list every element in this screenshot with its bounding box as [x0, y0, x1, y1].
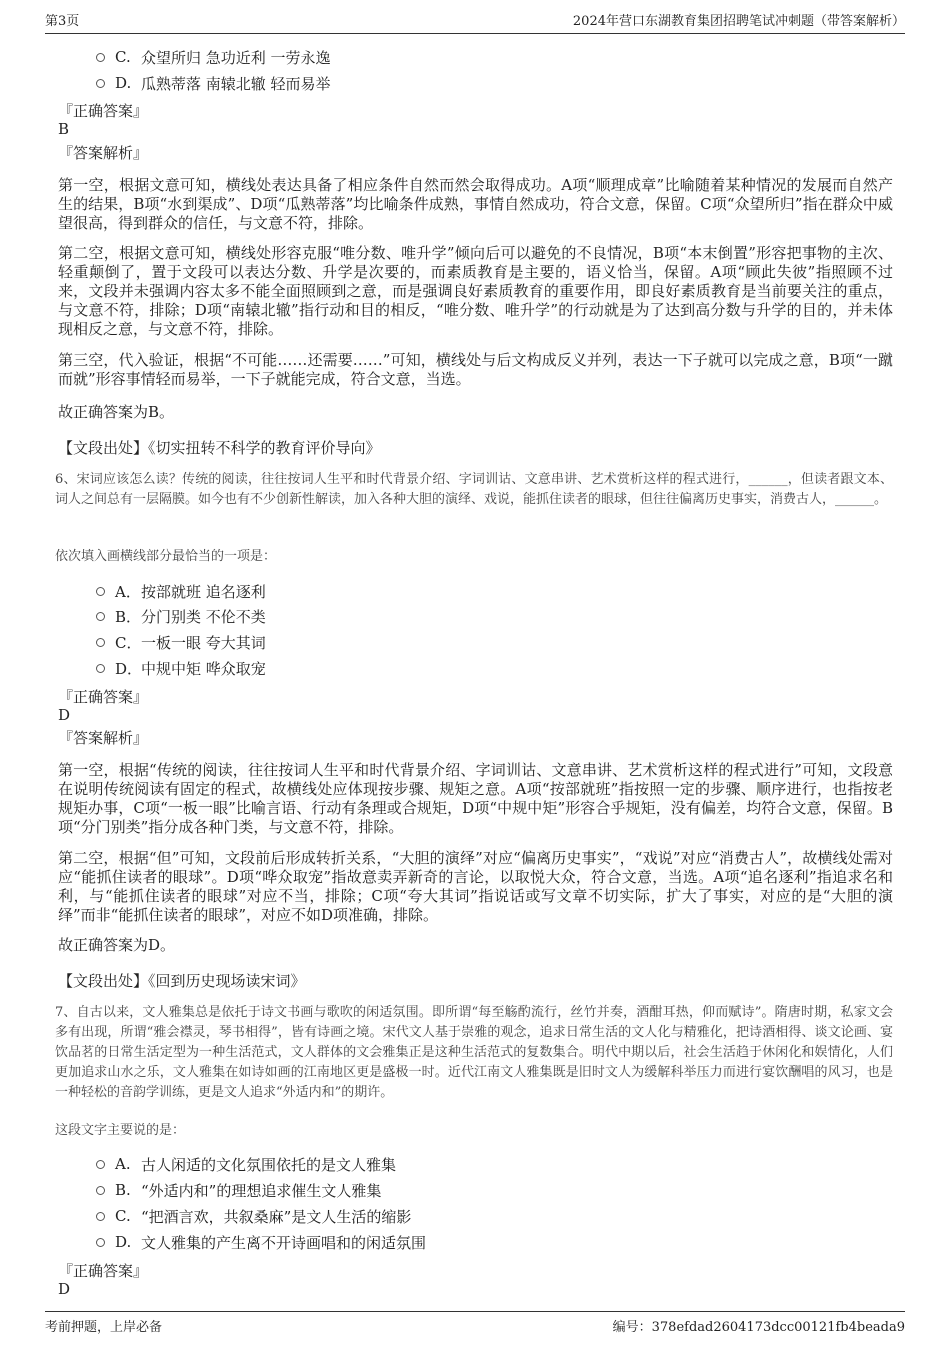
question-prompt: 依次填入画横线部分最恰当的一项是：	[55, 549, 277, 564]
analysis-paragraph: 第一空，根据“传统的阅读，往往按词人生平和时代背景介绍、字词训诂、文意串讲、艺术赏析这样的程式进行”可知，文段意在说明传统阅读有固定的程式，故横线处应体现按步骤、规矩之意。A项“按部就班”指按照一定的步骤、顺序进行，也指按老规矩办事，C项“一板一眼”比喻言语、行动有条理或合规矩，D项“中规中矩”形容合乎规矩，没有偏差，均符合文意，保留。B项“分门别类”指分成各种门类，与文意不符，排除。	[58, 761, 893, 836]
passage-source: 【文段出处】《回到历史现场读宋词》	[58, 972, 306, 990]
analysis-label: 『答案解析』	[58, 729, 149, 747]
radio-icon[interactable]	[96, 79, 105, 88]
option-c[interactable]: C. 众望所归 急功近利 一劳永逸	[96, 46, 331, 68]
passage-source: 【文段出处】《切实扭转不科学的教育评价导向》	[58, 439, 381, 457]
option-d[interactable]: D. 文人雅集的产生离不开诗画唱和的闲适氛围	[96, 1231, 426, 1253]
answer-value: D	[58, 1280, 71, 1298]
option-b[interactable]: B． 分门别类 不伦不类	[96, 605, 266, 627]
conclusion: 故正确答案为D。	[58, 936, 176, 954]
option-d[interactable]: D． 中规中矩 哗众取宠	[96, 657, 266, 679]
radio-icon[interactable]	[96, 1238, 105, 1247]
page-header	[45, 10, 905, 34]
question-prompt: 这段文字主要说的是：	[55, 1123, 186, 1138]
document-title: 2024年营口东湖教育集团招聘笔试冲刺题（带答案解析）	[572, 14, 905, 29]
analysis-paragraph: 第二空，根据文意可知，横线处形容克服“唯分数、唯升学”倾向后可以避免的不良情况，B项“本末倒置”形容把事物的主次、轻重颠倒了，置于文段可以表达分数、升学是次要的，而素质教育是主要的，语义恰当，保留。A项“顾此失彼”指照顾不过来，文段并未强调内容太多不能全面照顾到之意，而是强调良好素质教育的重要作用，即良好素质教育是当前要关注的重点，与文意不符，排除；D项“南辕北辙”指行动和目的相反，“唯分数、唯升学”的行动就是为了达到高分数与升学的目的，并未体现相反之意，与文意不符，排除。	[58, 244, 893, 338]
page-number: 第3页	[45, 14, 80, 29]
radio-icon[interactable]	[96, 612, 105, 621]
radio-icon[interactable]	[96, 638, 105, 647]
radio-icon[interactable]	[96, 587, 105, 596]
page-footer	[45, 1311, 905, 1335]
answer-label: 『正确答案』	[58, 1262, 149, 1280]
answer-label: 『正确答案』	[58, 102, 149, 120]
footer-slogan: 考前押题，上岸必备	[45, 1320, 163, 1335]
analysis-paragraph: 第二空，根据“但”可知，文段前后形成转折关系，“大胆的演绎”对应“偏离历史事实”，“戏说”对应“消费古人”，故横线处需对应“能抓住读者的眼球”。D项“哗众取宠”指故意卖弄新奇的言论，以取悦大众，符合文意，当选。A项“追名逐利”指追求名和利，与“能抓住读者的眼球”对应不当，排除；C项“夸大其词”指说话或写文章不切实际，扩大了事实，对应的是“大胆的演绎”而非“能抓住读者的眼球”，对应不如D项准确，排除。	[58, 849, 893, 924]
analysis-paragraph: 第一空，根据文意可知，横线处表达具备了相应条件自然而然会取得成功。A项“顺理成章”比喻随着某种情况的发展而自然产生的结果，B项“水到渠成”、D项“瓜熟蒂落”均比喻条件成熟，事情自然成功，符合文意，保留。C项“众望所归”指在群众中威望很高，得到群众的信任，与文意不符，排除。	[58, 176, 893, 232]
analysis-label: 『答案解析』	[58, 144, 149, 162]
radio-icon[interactable]	[96, 1186, 105, 1195]
option-a[interactable]: A． 按部就班 追名逐利	[96, 580, 266, 602]
question-stem: 7、自古以来，文人雅集总是依托于诗文书画与歌吹的闲适氛围。即所谓“每至觞酌流行，丝竹并奏，酒酣耳热，仰而赋诗”。隋唐时期，私家文会多有出现，所谓“雅会襟灵，琴书相得”，皆有诗画之境。宋代文人基于崇雅的观念，追求日常生活的文人化与精雅化，把诗酒相得、谈文论画、宴饮品茗的日常生活定型为一种生活范式，文人群体的文会雅集正是这种生活范式的复数集合。明代中期以后，社会生活趋于休闲化和娱情化，人们更加追求山水之乐，文人雅集在如诗如画的江南地区更是盛极一时。近代江南文人雅集既是旧时文人为缓解科举压力而进行宴饮酬唱的风习，也是一种轻松的音韵学训练，更是文人追求“外适内和”的期许。	[55, 1005, 893, 1100]
option-a[interactable]: A. 古人闲适的文化氛围依托的是文人雅集	[96, 1153, 396, 1175]
answer-label: 『正确答案』	[58, 688, 149, 706]
option-c[interactable]: C． 一板一眼 夸大其词	[96, 631, 266, 653]
radio-icon[interactable]	[96, 1160, 105, 1169]
conclusion: 故正确答案为B。	[58, 403, 175, 421]
option-b[interactable]: B. “外适内和”的理想追求催生文人雅集	[96, 1179, 381, 1201]
analysis-paragraph: 第三空，代入验证，根据“不可能……还需要……”可知，横线处与后文构成反义并列，表达一下子就可以完成之意，B项“一蹴而就”形容事情轻而易举，一下子就能完成，符合文意，当选。	[58, 351, 893, 388]
answer-value: D	[58, 706, 71, 724]
radio-icon[interactable]	[96, 1212, 105, 1221]
radio-icon[interactable]	[96, 53, 105, 62]
option-d[interactable]: D. 瓜熟蒂落 南辕北辙 轻而易举	[96, 72, 331, 94]
answer-value: B	[58, 120, 70, 138]
document-code	[613, 1316, 905, 1335]
document-code-value: 378efdad2604173dcc00121fb4beada9	[651, 1320, 905, 1335]
question-stem: 6、宋词应该怎么读？传统的阅读，往往按词人生平和时代背景介绍、字词训诂、文意串讲、艺术赏析这样的程式进行，______，但读者跟文本、词人之间总有一层隔膜。如今也有不少创新性解读，加入各种大胆的演绎、戏说，能抓住读者的眼球，但往往偏离历史事实，消费古人，______。	[55, 472, 893, 507]
document-code-label: 编号：	[612, 1320, 652, 1335]
radio-icon[interactable]	[96, 664, 105, 673]
option-c[interactable]: C. “把酒言欢，共叙桑麻”是文人生活的缩影	[96, 1205, 411, 1227]
